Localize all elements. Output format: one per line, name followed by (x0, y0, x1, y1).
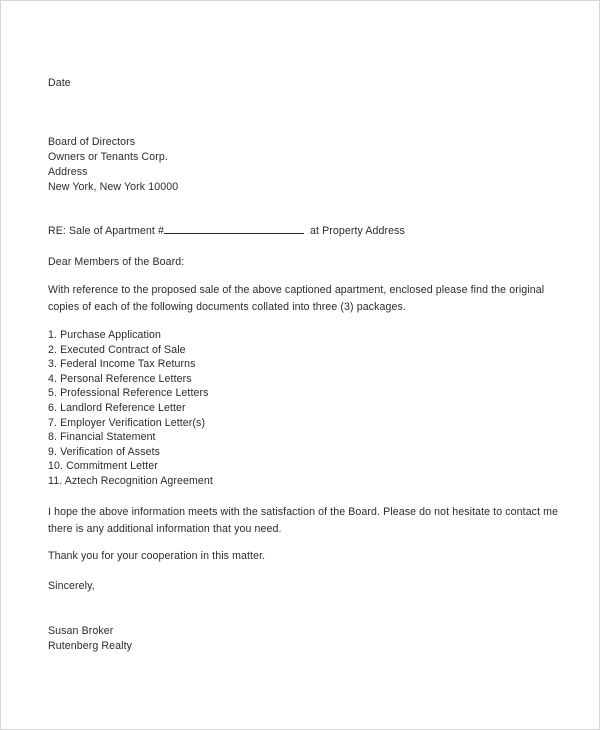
re-prefix: RE: Sale of Apartment # (48, 225, 164, 237)
signoff: Sincerely, (48, 580, 95, 592)
list-item: 1. Purchase Application (48, 329, 162, 341)
salutation: Dear Members of the Board: (48, 256, 185, 268)
list-item: 2. Executed Contract of Sale (48, 343, 186, 356)
list-item: 10. Commitment Letter (48, 460, 158, 473)
intro-paragraph: With reference to the proposed sale of the above captioned apartment, enclosed please find the original copies of each of the following documents collated into three (3) packages. (48, 284, 545, 313)
signer-name: Susan Broker (48, 625, 114, 637)
thanks-line: Thank you for your cooperation in this matter. (48, 550, 266, 562)
list-item: 4. Personal Reference Letters (48, 372, 192, 385)
recipient-line-4: New York, New York 10000 (48, 181, 179, 193)
list-item: 6. Landlord Reference Letter (48, 402, 186, 414)
re-suffix: at Property Address (306, 225, 405, 237)
apartment-number-blank (164, 224, 304, 234)
list-item: 5. Professional Reference Letters (48, 387, 209, 400)
date-line: Date (48, 77, 71, 89)
list-item: 11. Aztech Recognition Agreement (48, 475, 213, 487)
list-item: 9. Verification of Assets (48, 445, 161, 458)
recipient-line-1: Board of Directors (48, 136, 136, 148)
list-item: 8. Financial Statement (48, 431, 156, 444)
recipient-line-2: Owners or Tenants Corp. (48, 151, 168, 163)
closing-paragraph: I hope the above information meets with the satisfaction of the Board. Please do not hesitate to contact me there is any additional information that you need. (48, 506, 559, 535)
list-item: 3. Federal Income Tax Returns (48, 358, 196, 371)
signer-company: Rutenberg Realty (48, 640, 133, 652)
re-line (48, 224, 405, 238)
recipient-line-3: Address (48, 166, 88, 178)
list-item: 7. Employer Verification Letter(s) (48, 416, 206, 429)
